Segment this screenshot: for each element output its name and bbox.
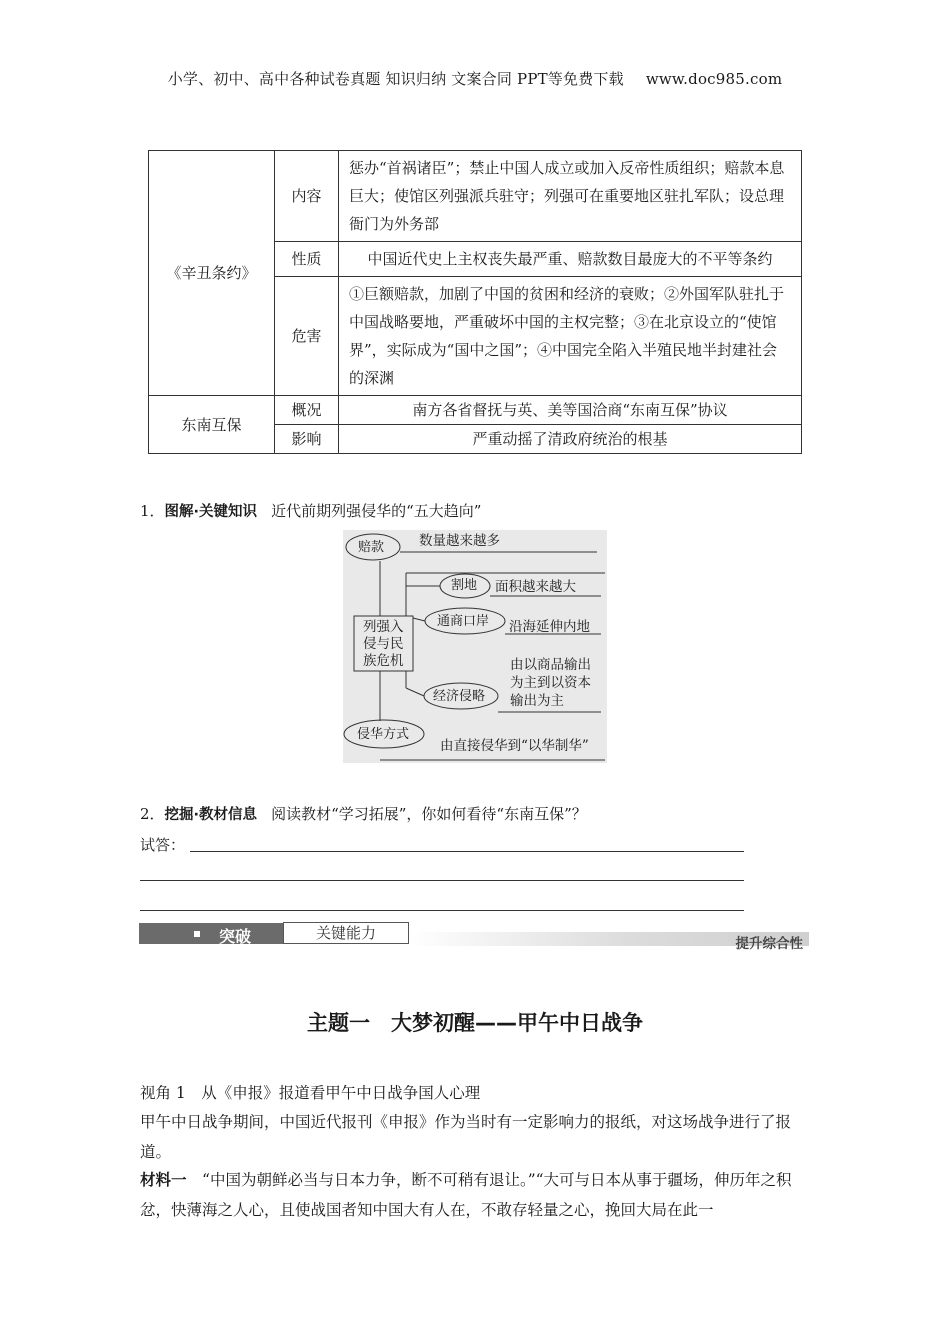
node-desc: 沿海延伸内地 [509, 619, 590, 635]
content-label-cell: 内容 [275, 151, 339, 242]
treaty-table [148, 150, 802, 454]
node-desc: 输出为主 [510, 693, 564, 709]
q2-label: 挖掘·教材信息 [164, 807, 258, 823]
five-trends-diagram [343, 530, 607, 763]
overview-label-cell: 概况 [275, 396, 339, 425]
impact-cell: 严重动摇了清政府统治的根基 [339, 425, 802, 454]
page-header [0, 68, 950, 89]
perspective-heading: 视角 1 从《申报》报道看甲午中日战争国人心理 [140, 1084, 481, 1102]
q1-number: 1． [140, 502, 165, 520]
node-label: 割地 [451, 578, 478, 593]
nature-cell: 中国近代史上主权丧失最严重、赔款数目最庞大的不平等条约 [339, 242, 802, 277]
node-desc: 由直接侵华到“以华制华” [440, 738, 589, 754]
intro-paragraph: 甲午中日战争期间，中国近代报刊《申报》作为当时有一定影响力的报纸，对这场战争进行了报道。 [140, 1113, 792, 1161]
node-label: 经济侵略 [433, 689, 486, 704]
question-2 [140, 803, 587, 824]
section-box-label: 关键能力 [283, 922, 409, 944]
section-bar-dark [139, 923, 285, 944]
header-text: 小学、初中、高中各种试卷真题 知识归纳 文案合同 PPT等免费下载 [167, 70, 624, 88]
table-row [149, 396, 802, 425]
answer-line[interactable] [140, 910, 744, 911]
header-url[interactable]: www.doc985.com [645, 70, 783, 88]
material-label: 材料一 [140, 1171, 187, 1189]
q2-text: 阅读教材“学习拓展”，你如何看待“东南互保”？ [271, 805, 587, 823]
node-desc: 面积越来越大 [495, 579, 576, 595]
node-desc: 数量越来越多 [419, 533, 500, 549]
node-label: 赔款 [358, 540, 385, 555]
content-cell: 惩办“首祸诸臣”；禁止中国人成立或加入反帝性质组织；赔款本息巨大；使馆区列强派兵驻守；列强可在重要地区驻扎军队；设总理衙门为外务部 [339, 151, 802, 242]
harm-label-cell: 危害 [275, 277, 339, 396]
q1-text: 近代前期列强侵华的“五大趋向” [271, 502, 482, 520]
harm-cell: ①巨额赔款，加剧了中国的贫困和经济的衰败；②外国军队驻扎于中国战略要地，严重破坏中国的主权完整；③在北京设立的“使馆界”，实际成为“国中之国”；④中国完全陷入半殖民地半封建社会的深渊 [339, 277, 802, 396]
node-desc: 由以商品输出 [510, 657, 591, 673]
table-row [149, 151, 802, 242]
nature-label-cell: 性质 [275, 242, 339, 277]
node-desc: 为主到以资本 [510, 675, 591, 691]
q1-label: 图解·关键知识 [164, 504, 258, 520]
node-label: 侵华方式 [357, 727, 410, 742]
section-dark-label: 突破 [219, 927, 252, 946]
center-line: 族危机 [363, 653, 404, 669]
answer-line[interactable] [140, 880, 744, 881]
material-paragraph [140, 1165, 810, 1225]
overview-cell: 南方各省督抚与英、美等国洽商“东南互保”协议 [339, 396, 802, 425]
answer-line[interactable] [190, 851, 744, 852]
question-1 [140, 500, 481, 521]
center-line: 侵与民 [363, 636, 404, 652]
material-text: “中国为朝鲜必当与日本力争，断不可稍有退让。”“大可与日本从事于疆场，伸历年之积忿，快薄海之人心，且使战国者知中国大有人在，不敢存轻量之心，挽回大局在此一 [140, 1171, 792, 1219]
q2-number: 2． [140, 805, 165, 823]
dongnan-name-cell: 东南互保 [149, 396, 275, 454]
impact-label-cell: 影响 [275, 425, 339, 454]
node-label: 通商口岸 [437, 614, 490, 629]
answer-label: 试答： [140, 836, 186, 854]
square-bullet-icon [194, 931, 200, 937]
xinchou-name-cell: 《辛丑条约》 [149, 151, 275, 396]
section-right-label: 提升综合性 [735, 936, 803, 952]
section-bar [139, 922, 809, 950]
center-line: 列强入 [363, 619, 404, 635]
topic-title: 主题一 大梦初醒——甲午中日战争 [307, 1011, 643, 1035]
